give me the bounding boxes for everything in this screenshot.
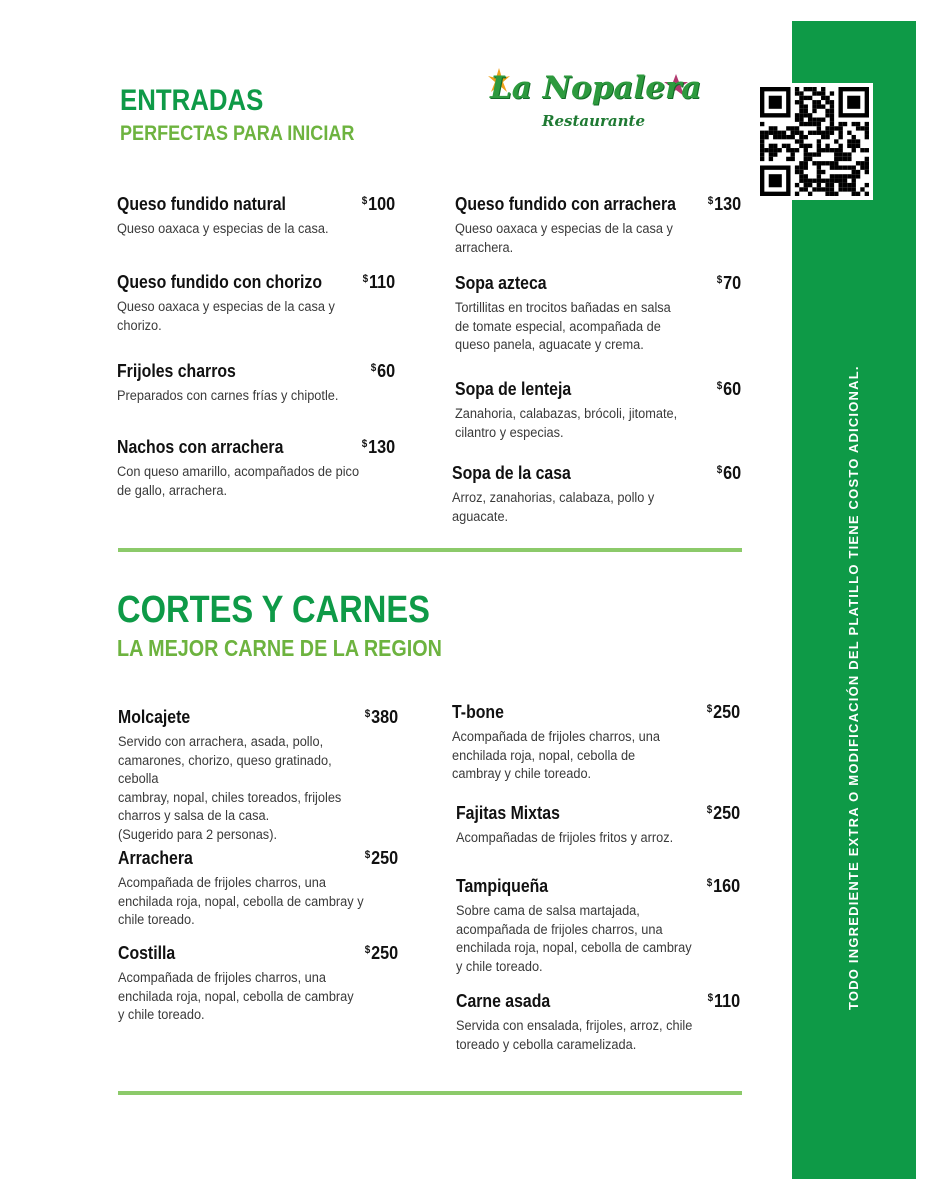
item-name: Tampiqueña xyxy=(456,876,549,896)
entradas-subtitle: PERFECTAS PARA INICIAR xyxy=(120,122,355,145)
restaurant-logo xyxy=(486,66,706,136)
item-price: $60 xyxy=(716,463,741,483)
section-divider xyxy=(118,1091,742,1095)
item-name: T-bone xyxy=(452,702,504,722)
item-description: Zanahoria, calabazas, brócoli, jitomate, cilantro y especias. xyxy=(455,406,678,441)
item-description: Tortillitas en trocitos bañadas en salsa de tomate especial, acompañada de queso panela, aguacate y crema. xyxy=(455,300,671,353)
item-description: Acompañada de frijoles charros, una enchilada roja, nopal, cebolla de cambray y chile toreado. xyxy=(118,970,354,1023)
item-name: Queso fundido con arrachera xyxy=(455,194,676,214)
extra-cost-note: TODO INGREDIENTE EXTRA O MODIFICACIÓN DEL PLATILLO TIENE COSTO ADICIONAL. xyxy=(846,365,861,1010)
item-price: $100 xyxy=(361,194,395,214)
item-price: $60 xyxy=(716,379,741,399)
item-description: Preparados con carnes frías y chipotle. xyxy=(117,388,339,404)
cortes-subtitle: LA MEJOR CARNE DE LA REGION xyxy=(117,635,442,661)
item-price: $60 xyxy=(370,361,395,381)
item-name: Molcajete xyxy=(118,707,191,727)
item-name: Nachos con arrachera xyxy=(117,437,284,457)
qr-code-icon[interactable] xyxy=(756,83,873,200)
item-name: Sopa de lenteja xyxy=(455,379,572,399)
item-description: Servida con ensalada, frijoles, arroz, chile toreado y cebolla caramelizada. xyxy=(456,1018,693,1053)
item-price: $250 xyxy=(364,943,398,963)
section-divider xyxy=(118,548,742,552)
item-name: Sopa azteca xyxy=(455,273,547,293)
item-description: Queso oaxaca y especias de la casa. xyxy=(117,221,329,237)
item-name: Sopa de la casa xyxy=(452,463,571,483)
item-name: Arrachera xyxy=(118,848,193,868)
item-description: Acompañada de frijoles charros, una enchilada roja, nopal, cebolla de cambray y chile toreado. xyxy=(452,729,660,782)
cortes-title: CORTES Y CARNES xyxy=(117,589,430,631)
item-description: Acompañadas de frijoles fritos y arroz. xyxy=(456,830,674,846)
item-description: Arroz, zanahorias, calabaza, pollo y aguacate. xyxy=(452,490,655,525)
item-price: $250 xyxy=(706,702,740,722)
item-price: $250 xyxy=(364,848,398,868)
entradas-title: ENTRADAS xyxy=(120,84,264,117)
item-description: Queso oaxaca y especias de la casa y arrachera. xyxy=(455,221,673,256)
item-price: $70 xyxy=(716,273,741,293)
item-description: Sobre cama de salsa martajada, acompañada de frijoles charros, una enchilada roja, nopal, cebolla de cambray y chile toreado. xyxy=(456,903,692,975)
item-price: $380 xyxy=(364,707,398,727)
item-name: Carne asada xyxy=(456,991,551,1011)
brand-name: La Nopalera xyxy=(490,70,702,106)
item-name: Frijoles charros xyxy=(117,361,236,381)
item-price: $160 xyxy=(706,876,740,896)
item-price: $130 xyxy=(707,194,741,214)
item-description: Acompañada de frijoles charros, una enchilada roja, nopal, cebolla de cambray y chile toreado. xyxy=(118,875,364,928)
item-price: $130 xyxy=(361,437,395,457)
item-name: Queso fundido con chorizo xyxy=(117,272,323,292)
item-name: Costilla xyxy=(118,943,176,963)
item-name: Fajitas Mixtas xyxy=(456,803,560,823)
item-name: Queso fundido natural xyxy=(117,194,286,214)
item-price: $250 xyxy=(706,803,740,823)
item-description: Servido con arrachera, asada, pollo, camarones, chorizo, queso gratinado, cebolla cambray, nopal, chiles toreados, frijoles charros y salsa de la casa. (Sugerido para 2 personas). xyxy=(118,734,342,843)
item-price: $110 xyxy=(707,991,740,1011)
brand-subtitle: Restaurante xyxy=(542,112,646,130)
item-description: Queso oaxaca y especias de la casa y chorizo. xyxy=(117,299,335,334)
item-description: Con queso amarillo, acompañados de pico de gallo, arrachera. xyxy=(117,464,360,499)
item-price: $110 xyxy=(362,272,395,292)
